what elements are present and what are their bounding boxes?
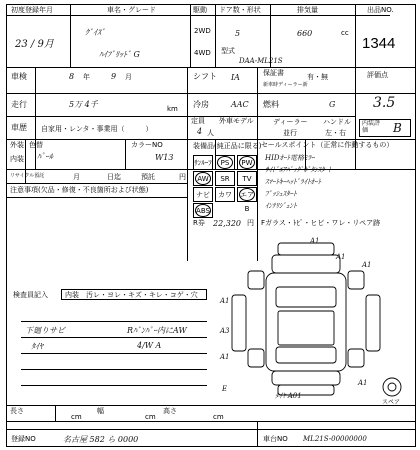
capacity-label: 定員 (191, 117, 205, 125)
shaken-label: 車検 (11, 72, 27, 81)
shaken-year: 8 (69, 72, 75, 81)
aircon-value: AAC (231, 100, 249, 109)
recycle-month: 月 (73, 173, 80, 181)
equipment-item: SR (215, 171, 235, 186)
rule (21, 353, 207, 354)
damage-mark: A1 (220, 297, 230, 305)
rule (7, 67, 415, 68)
doors-label: ドア数・形状 (219, 6, 261, 14)
drive-label: 駆動 (193, 6, 207, 14)
rule (21, 337, 207, 338)
model-label: 型式 (221, 47, 235, 55)
rule (187, 67, 188, 169)
inspector-label: 検査員記入 (13, 291, 48, 299)
reg-label: 登録NO (11, 435, 36, 443)
equipment-circle-mark (217, 156, 233, 169)
selling-point: ｽﾏｰﾄｷｰﾍｯﾄﾞﾗｲﾄｵｰﾄ (265, 178, 321, 186)
rule (257, 67, 258, 169)
score-label: 評価点 (367, 71, 388, 79)
damage-mark: A1 (220, 353, 230, 361)
damage-mark: A1 (358, 379, 368, 387)
selling-title: セールスポイント（正常に作動するもの） (261, 141, 394, 149)
rule (7, 183, 187, 184)
inspector-options: 内装 汚レ・ヨレ・キズ・キレ・コゲ・穴 (65, 291, 198, 299)
equipment-circle-mark (239, 156, 255, 169)
shift-label: シフト (193, 72, 217, 81)
rule (70, 5, 71, 67)
inspector-note-2: ﾀｲﾔ (31, 342, 43, 351)
mileage-unit: km (167, 105, 178, 113)
color-ext-label: 外装 (10, 141, 24, 149)
first-reg-label: 初度登録年月 (11, 6, 53, 14)
aircon-label: 冷房 (193, 100, 209, 109)
equipment-item: ナビ (193, 187, 213, 202)
length-unit: cm (71, 413, 82, 421)
grade-value: ﾊｲﾌﾞﾘｯﾄﾞ G (99, 50, 140, 59)
damage-mark: A1 (362, 261, 372, 269)
chassis-label: 車台NO (263, 435, 288, 443)
damage-mark: A1 (310, 237, 320, 245)
rule (21, 369, 207, 370)
length-label: 長さ (10, 407, 24, 415)
rule (7, 429, 415, 430)
rule (7, 93, 415, 94)
shaken-month-unit: 月 (125, 73, 132, 81)
capacity-value: 4 (197, 127, 203, 136)
color-ext-value: ﾊﾟｰﾙ (37, 152, 53, 161)
spare-label: スペア (382, 399, 401, 405)
color-change-label: 色替 (29, 141, 43, 149)
inspector-note-1: 下廻りサビ (25, 326, 65, 335)
shaken-month: 9 (111, 72, 117, 81)
color-no-value: W13 (155, 153, 174, 162)
fuel-value: G (329, 100, 336, 109)
height-unit: cm (213, 413, 224, 421)
equipment-item: TV (237, 171, 257, 186)
selling-point: ｲﾝﾃﾘｼﾞｪﾝﾄ (265, 202, 297, 210)
equipment-item: カワ (215, 187, 235, 202)
notes-title: 注意事項(欠品・修復・不良箇所および状態) (10, 186, 149, 194)
drive-2wd: 2WD (194, 27, 211, 35)
reg-value: 名古屋 582 ら 0000 (63, 435, 139, 444)
dealer-value: 並行 (283, 129, 297, 137)
fuel-label: 燃料 (263, 100, 279, 109)
shaken-year-unit: 年 (83, 73, 90, 81)
color-int-label: 内装 (10, 155, 24, 163)
interior-score-value: B (393, 121, 402, 135)
rule (7, 197, 187, 198)
warranty-label: 保証書 (263, 69, 284, 77)
inspector-note-1b: Rﾊﾞﾝﾊﾟｰ内にAW (127, 326, 187, 335)
rule (7, 139, 415, 140)
glass-text: Fガラス・ﾄﾋﾞ・ヒビ・ワレ・リペア跡 (261, 219, 381, 227)
rule (355, 5, 356, 139)
damage-mark: E (222, 385, 228, 393)
car-name-value: ｸﾞｲｽﾞ (85, 28, 105, 37)
inspector-note-2b: 4/W A (137, 341, 162, 350)
recycle-label: リサイクル預託 (10, 173, 45, 179)
rule (190, 5, 191, 67)
history-options: 自家用・レンタ・事業用（ ） (41, 125, 153, 133)
displacement-label: 排気量 (297, 6, 318, 14)
name-grade-label: 車名・グレード (107, 6, 156, 14)
handle-label: ハンドル (323, 118, 351, 126)
keys-value: 22,320 (213, 219, 241, 228)
displacement-unit: cc (341, 29, 349, 37)
rule (125, 139, 126, 169)
drive-4wd: 4WD (194, 49, 211, 57)
rule (7, 116, 355, 117)
keys-unit: 円 (247, 219, 254, 227)
equipment-item: ｻﾝﾙｰﾌ (193, 155, 213, 170)
doors-value: 5 (235, 29, 241, 38)
rule (7, 421, 415, 422)
car-damage-diagram (212, 237, 412, 405)
recycle-fee-unit: 円 (179, 173, 186, 181)
height-label: 高さ (163, 407, 177, 415)
displacement-value: 660 (297, 29, 313, 38)
rule (55, 405, 56, 421)
equipment-item: エアB (237, 187, 257, 202)
shift-value: IA (231, 73, 240, 82)
rule (257, 421, 258, 446)
equipment-item: ABS (193, 203, 213, 218)
equipment-item: PW (237, 155, 257, 170)
selling-point: ｻｲﾄﾞｴｱﾊﾞｯｸﾞﾎﾞﾀﾝｽﾀｰﾄ (265, 166, 332, 174)
warranty-sub: 新車時ディーラー新 (263, 82, 308, 88)
lot-label: 出品NO. (367, 6, 394, 14)
damage-mark: A1 (336, 253, 346, 261)
recycle-fee-label: 預託 (141, 173, 155, 181)
equipment-circle-mark (195, 172, 211, 185)
spare-mark: ﾀｲﾔ A01 (275, 392, 302, 400)
width-label: 幅 (97, 407, 104, 415)
mileage-label: 走行 (11, 100, 27, 109)
model-value: DAA-ML21S (239, 57, 283, 65)
rule (21, 385, 207, 386)
equipment-item: PS (215, 155, 235, 170)
rule (35, 67, 36, 169)
exterior-model-label: 外車モデル (219, 117, 254, 125)
chassis-value: ML21S-00000000 (303, 435, 367, 443)
lot-number: 1344 (362, 35, 396, 52)
first-reg-value: 23 / 9月 (15, 39, 54, 50)
mileage-value: 5万 4千 (69, 100, 98, 109)
handle-options: 左・右 (325, 129, 346, 137)
rule (7, 15, 390, 16)
width-unit: cm (145, 413, 156, 421)
equipment-circle-mark (239, 188, 255, 201)
recycle-day: 日迄 (107, 173, 121, 181)
auction-sheet (6, 4, 416, 447)
warranty-options: 有・無 (307, 73, 328, 81)
color-no-label: カラーNO (131, 141, 163, 149)
dealer-label: ディーラー (273, 118, 308, 126)
rule (187, 169, 188, 261)
selling-point: HIDｵｰﾄ電格ﾐﾗｰ (265, 154, 315, 162)
history-label: 車歴 (11, 123, 27, 132)
damage-mark: A3 (220, 327, 230, 335)
interior-score-label: 内装評価 (362, 120, 381, 134)
rule (7, 405, 415, 406)
selling-point: ﾌﾟｯｼｭｽﾀｰﾄ (265, 190, 297, 198)
score-value: 3.5 (373, 95, 396, 111)
rule (21, 321, 207, 322)
rule (215, 5, 216, 67)
equipment-circle-mark (195, 204, 211, 217)
equipment-item: AW (193, 171, 213, 186)
equipment-title: 装備品(純正品に限る) (193, 142, 262, 150)
keys-label: R券 (193, 219, 205, 227)
capacity-unit: 人 (207, 129, 214, 137)
